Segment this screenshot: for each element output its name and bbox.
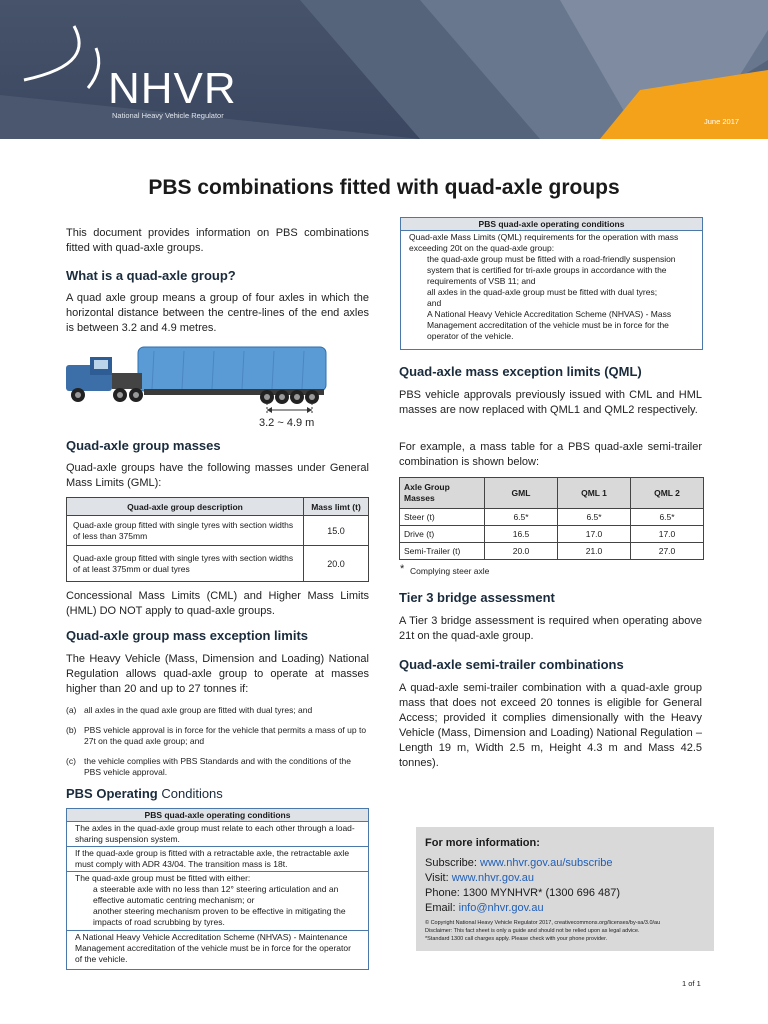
heading-semi: Quad-axle semi-trailer combinations [399,657,624,672]
op-row: The axles in the quad-axle group must relate to each other through a load-sharing suspension system. [67,822,368,847]
heading-masses: Quad-axle group masses [66,438,221,453]
mass-cell: 17.0 [558,526,631,543]
subscribe-link[interactable]: www.nhvr.gov.au/subscribe [480,857,613,869]
table-row [400,543,704,560]
info-heading: For more information: [425,837,540,849]
qml-box-body [401,231,702,342]
gml-cell: 15.0 [304,516,369,546]
mass-cell: 6.5* [631,509,704,526]
table-row [67,546,369,582]
semi-text: A quad-axle semi-trailer combination with a quad-axle group mass that does not exceed 20 tonnes is eligible for General Access; provided it complies dimensionally with the Heavy Vehicle (Mass, Dimension and Loading) National Regulation – Length 19 m, Width 2.5 m, Height 4.3 m and Mass 42.5 tonnes). [399,682,702,769]
gml-header-mass: Mass limt (t) [304,498,369,516]
what-text: A quad axle group means a group of four axles in which the horizontal distance between the centre-lines of the end axles is between 3.2 and 4.9 metres. [66,292,369,334]
operating-conditions-box [66,808,369,970]
op-row: A National Heavy Vehicle Accreditation Scheme (NHVAS) - Maintenance Management accreditation of the vehicle must be in force for the operator of the vehicle. [75,932,351,964]
page-title: PBS combinations fitted with quad-axle groups [148,176,620,199]
mass-header: Axle Group Masses [400,478,485,509]
qml-text-2: For example, a mass table for a PBS quad-axle semi-trailer combination is shown below: [399,441,702,468]
mass-cell: Steer (t) [400,509,485,526]
op-row-intro: The quad-axle group must be fitted with either: [75,873,251,883]
gml-cell: Quad-axle group fitted with single tyres with section widths of at least 375mm or dual tyres [67,546,304,582]
condition-text: the vehicle complies with PBS Standards and with the conditions of the PBS vehicle approval. [84,756,351,777]
op-row: If the quad-axle group is fitted with a retractable axle, the retractable axle must comply with ADR 43/04. The transition mass is 18t. [67,847,368,872]
mass-cell: Semi-Trailer (t) [400,543,485,560]
heading-qml: Quad-axle mass exception limits (QML) [399,364,642,379]
qml-box-header: PBS quad-axle operating conditions [401,218,702,231]
table-row [400,526,704,543]
mass-cell: Drive (t) [400,526,485,543]
mass-cell: 17.0 [631,526,704,543]
qml-box-intro: Quad-axle Mass Limits (QML) requirements for the operation with mass exceeding 20t on the quad-axle group: [409,232,679,253]
publication-date: June 2017 [704,117,740,126]
info-copyright: © Copyright National Heavy Vehicle Regulator 2017, creativecommons.org/licenses/by-sa/3.0/au [425,920,661,926]
truck-dimension-label: 3.2 ~ 4.9 m [259,417,315,429]
cml-text: Concessional Mass Limits (CML) and Higher Mass Limits (HML) DO NOT apply to quad-axle groups. [66,590,369,617]
visit-link[interactable]: www.nhvr.gov.au [451,872,535,884]
bridge-text: A Tier 3 bridge assessment is required when operating above 21t on the quad-axle group. [399,615,702,642]
footnote-star: * [400,563,405,575]
condition-text: all axles in the quad axle group are fitted with dual tyres; and [84,705,313,715]
info-visit-label: Visit: [425,872,452,884]
heading-pbs-bold: PBS Operating [66,786,158,801]
condition-marker: (b) [66,725,77,735]
mass-header: QML 2 [631,478,704,509]
condition-marker: (a) [66,705,77,715]
gml-table [66,497,369,582]
info-email-label: Email: [425,902,459,914]
mass-cell: 6.5* [485,509,558,526]
info-phone: Phone: 1300 MYNHVR* (1300 696 487) [425,887,621,899]
masses-text: Quad-axle groups have the following masses under General Mass Limits (GML): [66,462,369,489]
qml-conditions-box [400,217,703,350]
qml-box-item: the quad-axle group must be fitted with a road-friendly suspension system that is certified for tri-axle groups in accordance with the requirements of VSB 11; and [427,254,676,286]
info-visit-line [425,871,534,886]
info-subscribe-label: Subscribe: [425,857,481,869]
condition-marker: (c) [66,756,76,766]
mass-cell: 16.5 [485,526,558,543]
operating-box-header: PBS quad-axle operating conditions [67,809,368,822]
footnote-text: Complying steer axle [410,566,490,576]
mass-cell: 21.0 [558,543,631,560]
op-row-item: another steering mechanism proven to be effective in mitigating the impacts of road scrubbing by tyres. [93,906,346,927]
mass-cell: 6.5* [558,509,631,526]
gml-header-description: Quad-axle group description [67,498,304,516]
qml-box-and: and [427,298,442,308]
heading-what: What is a quad-axle group? [66,268,236,283]
table-row [400,509,704,526]
heading-pbs-operating [66,786,223,801]
logo-subtitle: National Heavy Vehicle Regulator [112,111,224,120]
mass-cell: 20.0 [485,543,558,560]
logo-text: NHVR [108,64,237,113]
info-subscribe-line [425,856,613,871]
page-header [0,0,768,139]
mass-cell: 27.0 [631,543,704,560]
condition-text: PBS vehicle approval is in force for the vehicle that permits a mass of up to 27t on the quad axle group; and [84,725,367,746]
info-email-line [425,901,544,916]
gml-cell: 20.0 [304,546,369,582]
email-link[interactable]: info@nhvr.gov.au [458,902,544,914]
qml-box-item: all axles in the quad-axle group must be fitted with dual tyres; [427,287,658,297]
info-disclaimer: Disclaimer: This fact sheet is only a guide and should not be relied upon as legal advice. [425,928,640,934]
table-row [67,516,369,546]
mass-table [399,477,704,560]
exception-text: The Heavy Vehicle (Mass, Dimension and Loading) National Regulation allows quad-axle group to operate at masses higher than 20 and up to 27 tonnes if: [66,653,369,695]
qml-box-item: A National Heavy Vehicle Accreditation Scheme (NHVAS) - Mass Management accreditation of the vehicle must be in force for the operator of the vehicle. [427,309,672,341]
heading-bridge: Tier 3 bridge assessment [399,590,555,605]
gml-cell: Quad-axle group fitted with single tyres with section widths of less than 375mm [67,516,304,546]
heading-pbs-normal: Conditions [157,786,223,801]
mass-header: GML [485,478,558,509]
page-number: 1 of 1 [682,979,701,988]
op-row [67,872,368,931]
mass-header: QML 1 [558,478,631,509]
qml-text-1: PBS vehicle approvals previously issued with CML and HML masses are now replaced with QML1 and QML2 respectively. [399,389,702,416]
info-call-note: *Standard 1300 call charges apply. Please check with your phone provider. [425,936,608,942]
intro-text: This document provides information on PBS combinations fitted with quad-axle groups. [66,227,369,254]
op-row-item: a steerable axle with no less than 12° steering articulation and an effective automatic centring mechanism; or [93,884,339,905]
more-info-box [416,827,714,951]
heading-exception: Quad-axle group mass exception limits [66,628,309,643]
